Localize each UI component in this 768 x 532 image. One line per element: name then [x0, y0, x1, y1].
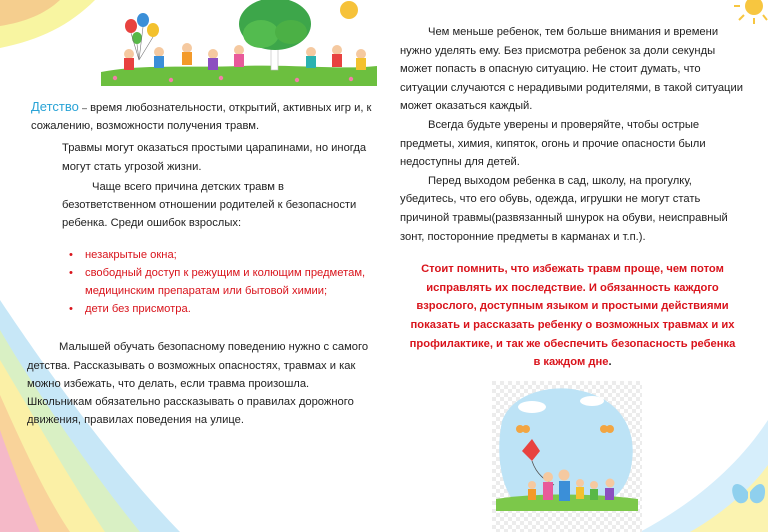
- intro-dash: –: [81, 103, 87, 113]
- list-item: • незакрытые окна;: [85, 246, 377, 264]
- callout-body: Стоит помнить, что избежать травм проще, чем потом исправлять их последствие. И обязанность каждого взрослого, доступным языком и простыми действиями показать и рассказать ребенку о возможных травмах и их профилактике, и так же обеспечить безопасность ребенка в каждом дне: [409, 263, 736, 369]
- paragraph-attention: Чем меньше ребенок, тем больше внимания и времени нужно уделять ему. Без присмотра ребенок за доли секунды может попасть в опасную ситуацию. Не стоит думать, что ситуации случаются с нерадивыми родителями, в такой ситуации может оказаться каждый.: [400, 26, 743, 113]
- mistakes-list: [69, 246, 377, 318]
- right-column: [400, 23, 745, 372]
- paragraph-causes: Чаще всего причина детских травм в безответственном отношении родителей к безопасности ребенка. Среди ошибок взрослых:: [62, 180, 357, 230]
- paragraph-injuries: Травмы могут оказаться простыми царапинами, но иногда могут стать угрозой жизни.: [62, 142, 367, 173]
- bullet-icon: •: [69, 267, 73, 280]
- intro-rest: время любознательности, открытий, активных игр и, к сожалению, возможности получения травм.: [31, 102, 372, 133]
- top-illustration: [101, 0, 377, 86]
- bullet-icon: •: [69, 249, 73, 262]
- callout-text: [400, 260, 745, 372]
- paragraph-check: Всегда будьте уверены и проверяйте, чтобы острые предметы, химия, кипяток, огонь и прочие опасности были недоступны для детей.: [400, 118, 706, 169]
- left-column: [27, 98, 377, 429]
- bullet-icon: •: [69, 303, 73, 316]
- paragraph-before-leaving: Перед выходом ребенка в сад, школу, на прогулку, убедитесь, что его обувь, одежда, игрушки не могут стать причиной травмы(развязанный шнурок на обуви, неисправный зонт, посторонние предметы в карманах и т.п.).: [400, 174, 728, 243]
- bottom-illustration: [492, 381, 642, 532]
- list-item: • дети без присмотра.: [85, 300, 377, 318]
- sun-icon: [734, 0, 767, 24]
- callout-end: .: [608, 356, 612, 369]
- paragraph-teaching: Малышей обучать безопасному поведению нужно с самого детства. Рассказывать о возможных опасностях, травмах и как можно избежать, что делать, если травма произошла. Школьникам обязательно рассказывать о правилах дорожного движения, правилах поведения на улице.: [27, 341, 369, 427]
- intro-paragraph: [31, 98, 377, 135]
- list-item: • свободный доступ к режущим и колющим предметам, медицинским препаратам или бытовой химии;: [85, 264, 377, 300]
- intro-word: Детство: [31, 99, 79, 114]
